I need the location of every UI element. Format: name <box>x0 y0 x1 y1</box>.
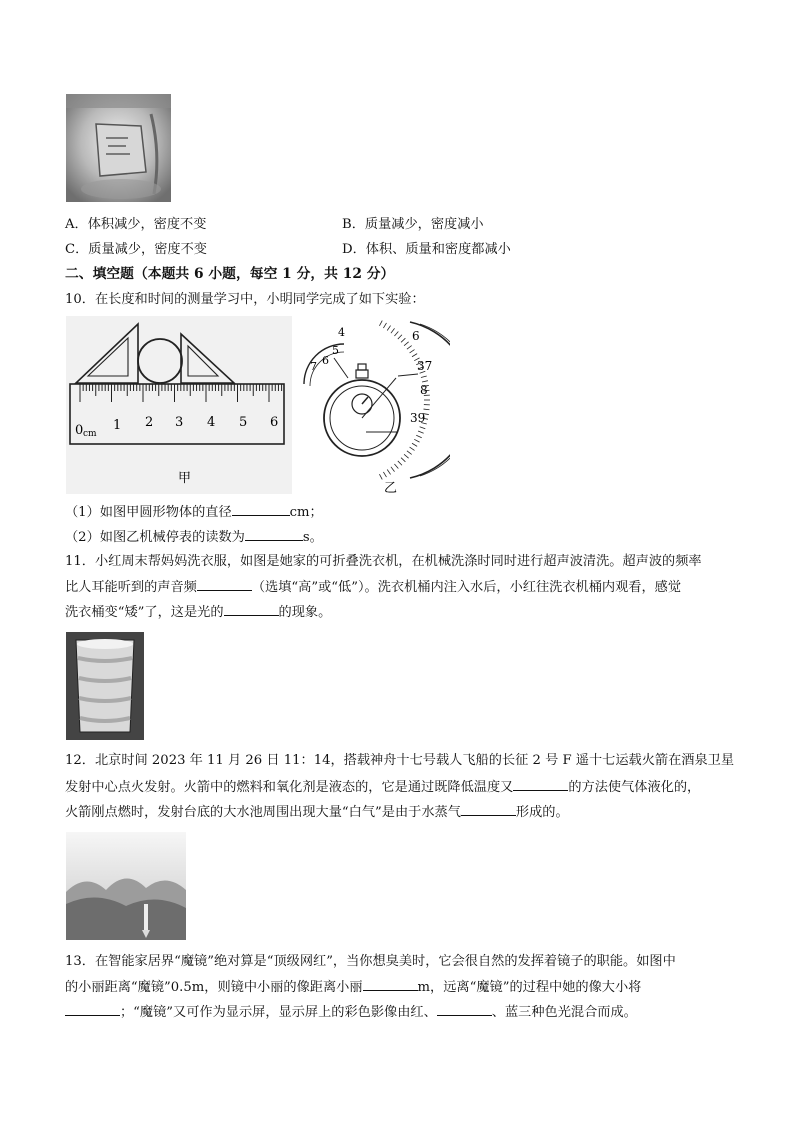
stopwatch-tick <box>420 427 426 429</box>
inner-dial-5: 5 <box>332 344 339 357</box>
washer-photo <box>66 632 144 740</box>
q12-blank-2[interactable] <box>461 803 516 816</box>
q13-line-3a: ；“魔镜”又可作为显示屏，显示屏上的彩色影像由红、 <box>120 1005 437 1020</box>
stopwatch-tick <box>391 328 395 333</box>
ruler-label-2: 2 <box>145 415 154 430</box>
outer-dial-8: 8 <box>420 383 428 397</box>
q12-line-2b: 的方法使气体液化的， <box>568 780 701 795</box>
inner-dial-6: 6 <box>322 354 329 367</box>
q13-line-3 <box>65 1003 637 1022</box>
q10-part2-text: （2）如图乙机械停表的读数为 <box>65 530 245 545</box>
q12-blank-1[interactable] <box>513 778 568 791</box>
q12-line-3b: 形成的。 <box>515 805 569 820</box>
ruler-label-5: 5 <box>239 415 248 430</box>
stopwatch-tick <box>401 458 405 462</box>
q13-line-1: 13．在智能家居界“魔镜”绝对算是“顶级网红”，当你想臭美时，它会很自然的发挥着镜子的职能。如图中 <box>65 954 676 969</box>
stopwatch-tick <box>407 346 412 350</box>
stopwatch-tick <box>410 447 415 450</box>
q13-blank-3[interactable] <box>437 1003 492 1016</box>
stopwatch-tick <box>383 472 386 477</box>
q10-part2 <box>65 528 323 547</box>
stopwatch-tick <box>394 464 398 469</box>
q13-line-2b: m，远离“魔镜”的过程中她的像大小将 <box>417 980 642 995</box>
ruler-label-1: 1 <box>113 418 122 433</box>
section-heading: 二、填空题（本题共 6 小题，每空 1 分，共 12 分） <box>65 266 395 282</box>
q11-blank-1[interactable] <box>197 578 252 591</box>
ruler-label-0: 0 <box>75 423 84 438</box>
q10-part1-unit: cm； <box>289 505 323 520</box>
stopwatch-tick <box>404 342 409 346</box>
q13-line-3b: 、蓝三种色光混合而成。 <box>491 1005 637 1020</box>
inner-dial-7: 7 <box>310 360 317 373</box>
stopwatch-tick <box>416 435 421 438</box>
outer-dial-39: 39 <box>410 411 426 425</box>
outer-dial-37: 37 <box>417 359 433 373</box>
q11-line-2 <box>65 578 681 597</box>
stopwatch-tick <box>412 443 417 446</box>
stopwatch-tick <box>387 326 390 331</box>
q13-line-2 <box>65 978 641 997</box>
q10-stem: 10．在长度和时间的测量学习中，小明同学完成了如下实验： <box>65 292 425 307</box>
q11-line-3a: 洗衣桶变“矮”了，这是光的 <box>65 605 224 620</box>
option-b: B．质量减少，密度减小 <box>342 217 484 232</box>
q11-line-2a: 比人耳能听到的声音频 <box>65 580 197 595</box>
stopwatch-tick <box>418 431 424 433</box>
q11-line-3b: 的现象。 <box>278 605 332 620</box>
stopwatch-tick <box>398 461 402 465</box>
q11-blank-2[interactable] <box>224 603 279 616</box>
stopwatch-tick <box>391 467 395 472</box>
figure-jia-label: 甲 <box>178 471 192 486</box>
q9-photo <box>66 94 171 202</box>
q13-line-2a: 的小丽距离“魔镜”0.5m，则镜中小丽的像距离小丽 <box>65 980 363 995</box>
ruler-label-cm: cm <box>83 429 97 439</box>
q10-part2-unit: s。 <box>302 530 323 545</box>
q11-line-3 <box>65 603 331 622</box>
q12-line-1: 12．北京时间 2023 年 11 月 26 日 11：14，搭载神舟十七号载人飞船的长征 2 号 F 遥十七运载火箭在酒泉卫星 <box>65 753 735 768</box>
inner-dial-4: 4 <box>338 326 345 339</box>
figure-jia <box>66 316 292 494</box>
stopwatch-tick <box>401 338 405 342</box>
q11-line-2b: （选填“高”或“低”）。洗衣机桶内注入水后，小红往洗衣机桶内观看，感觉 <box>251 580 682 595</box>
q10-part1-text: （1）如图甲圆形物体的直径 <box>65 505 232 520</box>
option-c: C．质量减少，密度不变 <box>65 242 207 257</box>
q12-line-2 <box>65 778 700 797</box>
rocket-photo <box>66 832 186 940</box>
stopwatch-tick <box>421 376 427 378</box>
stopwatch-tick <box>407 451 412 455</box>
ruler-label-4: 4 <box>207 415 216 430</box>
q10-blank-2[interactable] <box>245 528 303 541</box>
stopwatch-tick <box>410 350 415 353</box>
stopwatch-tick <box>398 335 402 339</box>
option-a: A．体积减少，密度不变 <box>65 217 207 232</box>
stopwatch-tick <box>424 409 430 410</box>
stopwatch-tick <box>404 454 409 458</box>
outer-dial-6: 6 <box>412 329 420 343</box>
ruler-label-3: 3 <box>175 415 184 430</box>
q12-line-2a: 发射中心点火发射。火箭中的燃料和氧化剂是液态的，它是通过既降低温度又 <box>65 780 514 795</box>
stopwatch-tick <box>387 469 390 474</box>
option-d: D．体积、质量和密度都减小 <box>342 242 511 257</box>
figure-yi-label: 乙 <box>384 481 398 496</box>
stopwatch-tick <box>412 354 417 357</box>
stopwatch-tick <box>414 439 419 442</box>
stopwatch-tick <box>379 321 382 326</box>
stopwatch-tick <box>394 331 398 336</box>
stopwatch-tick <box>422 381 428 382</box>
q10-part1 <box>65 503 323 522</box>
stopwatch-tick <box>383 323 386 328</box>
q13-blank-2[interactable] <box>65 1003 120 1016</box>
q10-blank-1[interactable] <box>232 503 290 516</box>
q11-line-1: 11．小红周末帮妈妈洗衣服，如图是她家的可折叠洗衣机，在机械洗涤时同时进行超声波清洗。超声波的频率 <box>65 554 702 569</box>
q12-line-3 <box>65 803 569 822</box>
q13-blank-1[interactable] <box>363 978 418 991</box>
q12-line-3a: 火箭刚点燃时，发射台底的大水池周围出现大量“白气”是由于水蒸气 <box>65 805 461 820</box>
stopwatch-tick <box>379 474 382 479</box>
figure-yi <box>300 318 450 496</box>
ruler-label-6: 6 <box>270 415 279 430</box>
